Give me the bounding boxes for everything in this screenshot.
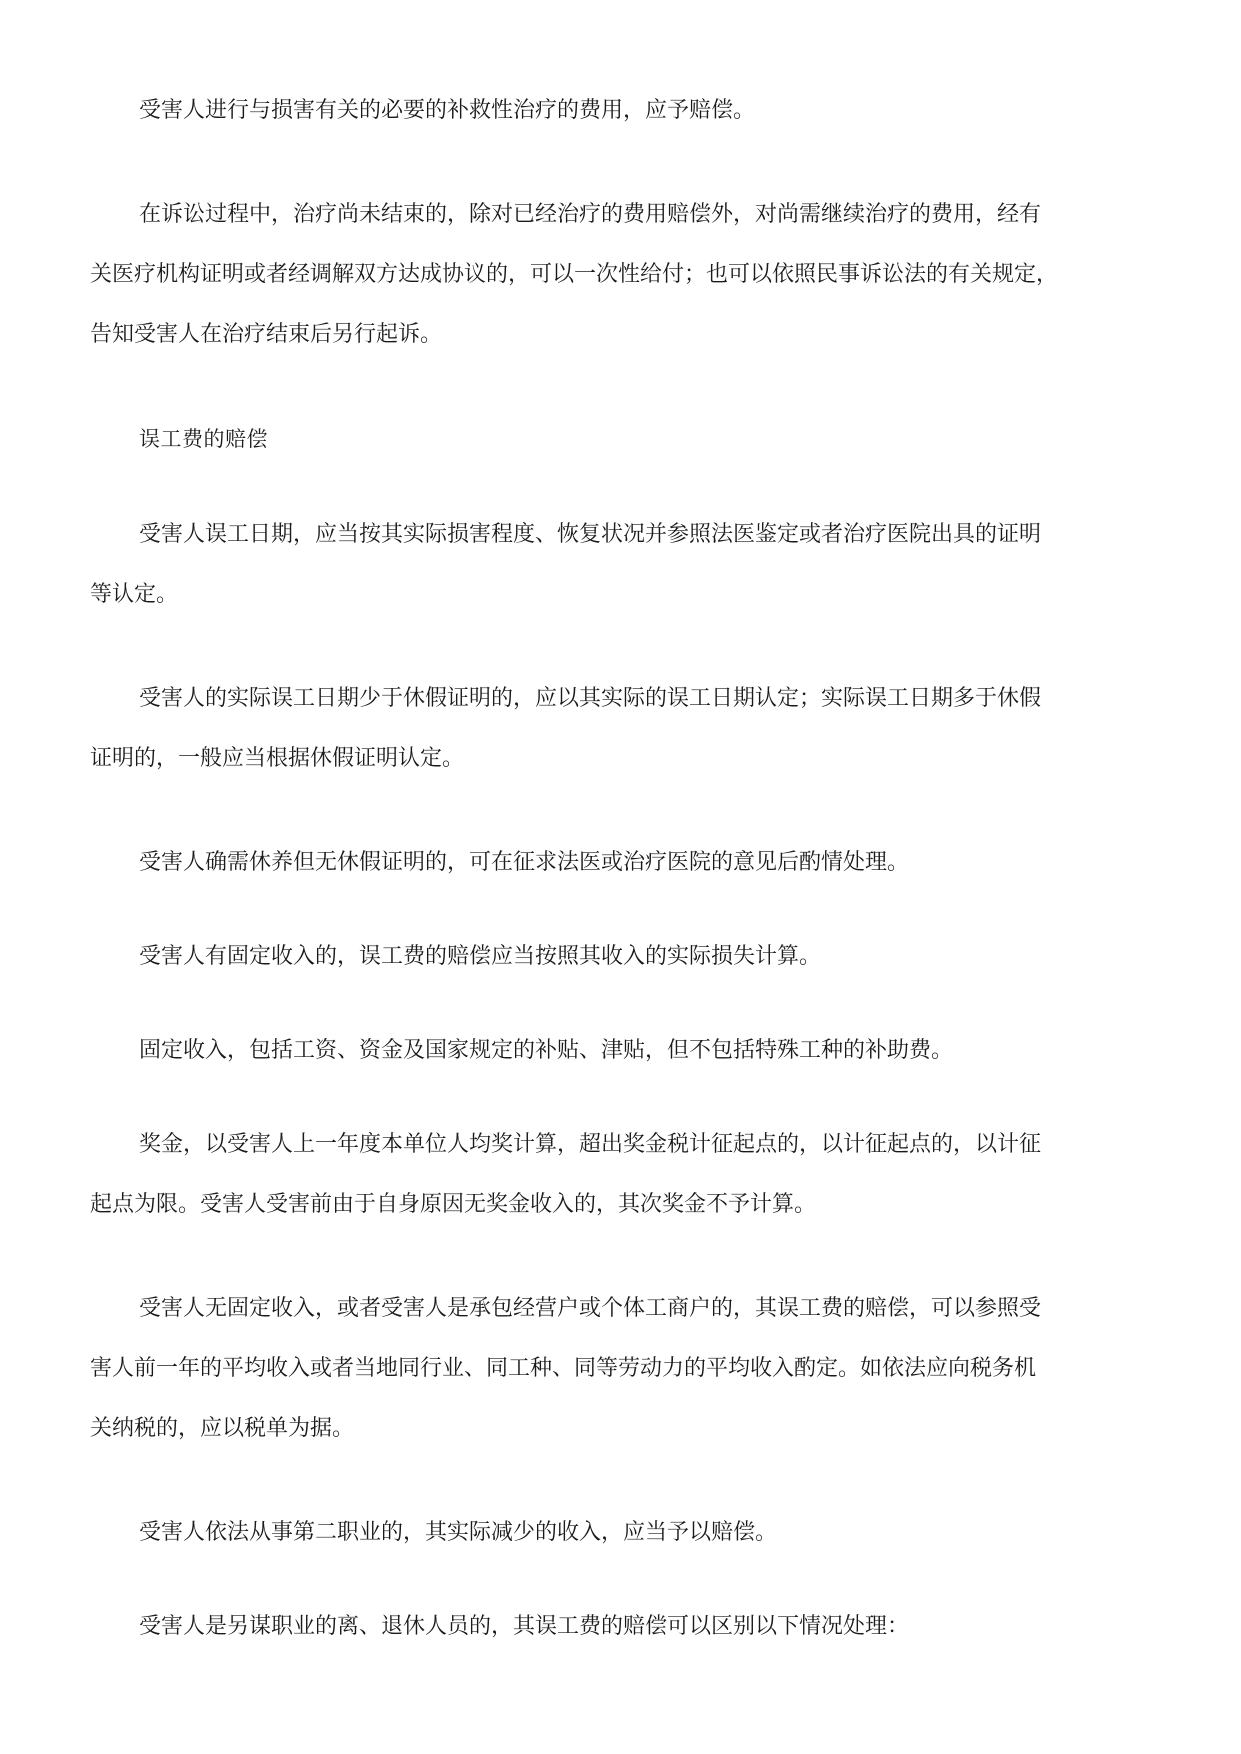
paragraph-line: 告知受害人在治疗结束后另行起诉。 [90,322,443,347]
paragraph-line: 受害人误工日期，应当按其实际损害程度、恢复状况并参照法医鉴定或者治疗医院出具的证明 [139,522,1042,547]
paragraph-line: 受害人依法从事第二职业的，其实际减少的收入，应当予以赔偿。 [139,1520,778,1545]
paragraph-line: 受害人有固定收入的，误工费的赔偿应当按照其收入的实际损失计算。 [139,944,822,969]
paragraph-line: 受害人是另谋职业的离、退休人员的，其误工费的赔偿可以区别以下情况处理： [139,1614,910,1639]
paragraph-line: 关纳税的，应以税单为据。 [90,1416,355,1441]
paragraph-line: 证明的，一般应当根据休假证明认定。 [90,746,465,771]
paragraph-line: 受害人无固定收入，或者受害人是承包经营户或个体工商户的，其误工费的赔偿，可以参照受 [139,1296,1042,1321]
paragraph-line: 害人前一年的平均收入或者当地同行业、同工种、同等劳动力的平均收入酌定。如依法应向税务机 [90,1356,1037,1381]
paragraph-line: 奖金，以受害人上一年度本单位人均奖计算，超出奖金税计征起点的，以计征起点的，以计征 [139,1132,1042,1157]
paragraph-line: 受害人进行与损害有关的必要的补救性治疗的费用，应予赔偿。 [139,98,756,123]
heading-text: 误工费的赔偿 [139,427,268,451]
paragraph-line: 固定收入，包括工资、资金及国家规定的补贴、津贴，但不包括特殊工种的补助费。 [139,1038,954,1063]
paragraph-line: 受害人的实际误工日期少于休假证明的，应以其实际的误工日期认定；实际误工日期多于休假 [139,686,1042,711]
paragraph-line: 等认定。 [90,582,179,607]
paragraph-line: 起点为限。受害人受害前由于自身原因无奖金收入的，其次奖金不予计算。 [90,1192,817,1217]
paragraph-line: 受害人确需休养但无休假证明的，可在征求法医或治疗医院的意见后酌情处理。 [139,850,910,875]
paragraph-line: 关医疗机构证明或者经调解双方达成协议的，可以一次性给付；也可以依照民事诉讼法的有关规定， [90,262,1059,287]
paragraph-line: 在诉讼过程中，治疗尚未结束的，除对已经治疗的费用赔偿外，对尚需继续治疗的费用，经有 [139,202,1042,227]
